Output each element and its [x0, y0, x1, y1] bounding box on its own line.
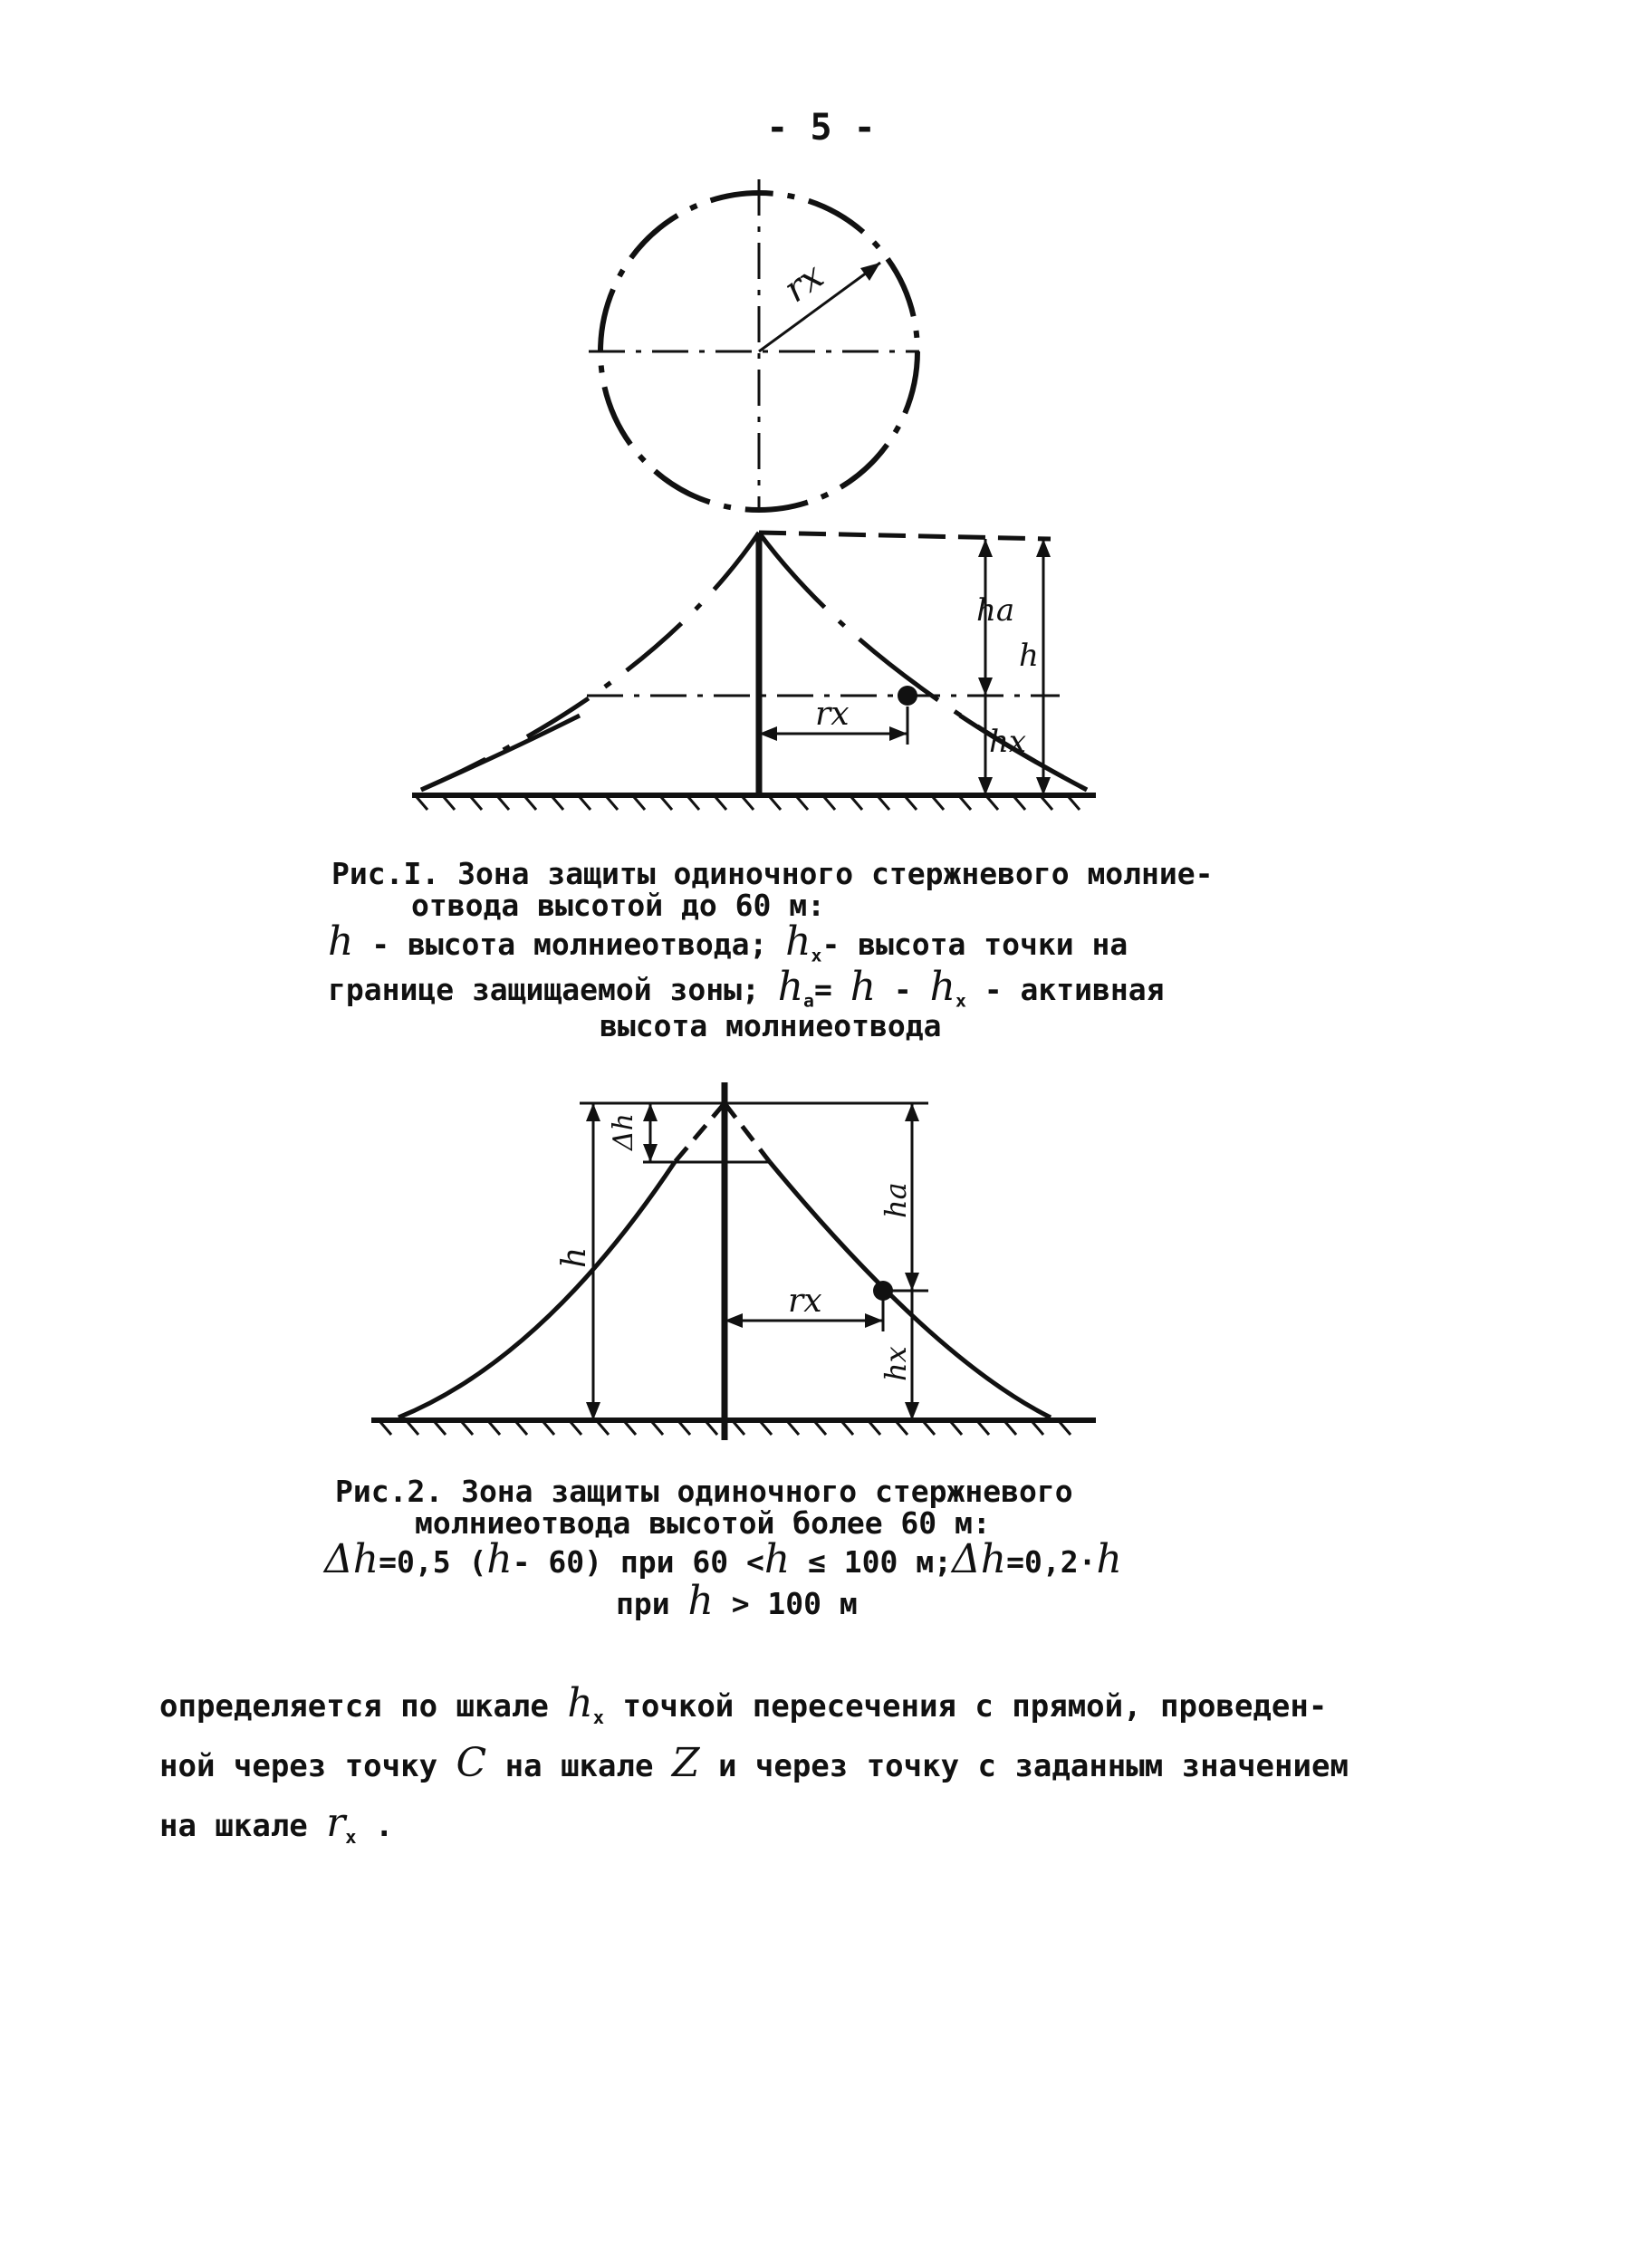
- fig2-caption-line2: молниеотвода высотой более 60 м:: [415, 1504, 991, 1541]
- fig1-label-rx: rx: [815, 696, 850, 733]
- boundary-point-2: [873, 1281, 893, 1301]
- body-line-3: на шкале $r_x$ .: [159, 1800, 394, 1848]
- figure-2-caption: [324, 1474, 1122, 1625]
- body-line-2: ной через точку C на шкале Z и через точку с заданным значением: [159, 1740, 1349, 1786]
- fig1-caption-line3: h - высота молниеотвода; $h_x-$ высота точки на: [328, 918, 1128, 966]
- page-number: - 5 -: [766, 107, 876, 149]
- fig1-caption-line1: Рис.I. Зона защиты одиночного стержневого молние-: [331, 856, 1214, 891]
- fig2-caption-line3: Δh=0,5 (h- 60) при 60 <h ≤ 100 м;Δh=0,2·h: [324, 1536, 1122, 1583]
- fig1-label-h: h: [1019, 638, 1039, 674]
- fig2-label-dh: Δh: [608, 1113, 639, 1150]
- fig2-caption-line4: при h > 100 м: [616, 1578, 858, 1625]
- fig2-label-rx: rx: [788, 1283, 822, 1320]
- fig1-caption-line5: высота молниеотвода: [600, 1008, 942, 1044]
- zone2-curve-left-dashed: [675, 1103, 725, 1162]
- fig2-label-hx: hx: [879, 1346, 913, 1381]
- body-line-1: определяется по шкале $h_x$ точкой пересечения с прямой, проведен-: [159, 1680, 1328, 1728]
- fig1-label-ha: ha: [976, 592, 1015, 629]
- fig1-label-r-top: rx: [776, 255, 831, 312]
- zone2-curve-left: [398, 1162, 675, 1418]
- fig2-caption-line1: Рис.2. Зона защиты одиночного стержневого: [335, 1474, 1073, 1509]
- body-paragraph: [159, 1674, 1349, 1853]
- zone2-curve-right-dashed: [725, 1103, 770, 1162]
- fig1-label-hx: hx: [989, 724, 1027, 760]
- fig2-label-h: h: [556, 1246, 593, 1268]
- fig2-label-ha: ha: [879, 1182, 913, 1218]
- fig1-caption-line4: границе защищаемой зоны; $h_a= h - h_x$ - активная: [328, 963, 1165, 1012]
- fig1-caption-line2: отвода высотой до 60 м:: [411, 887, 825, 923]
